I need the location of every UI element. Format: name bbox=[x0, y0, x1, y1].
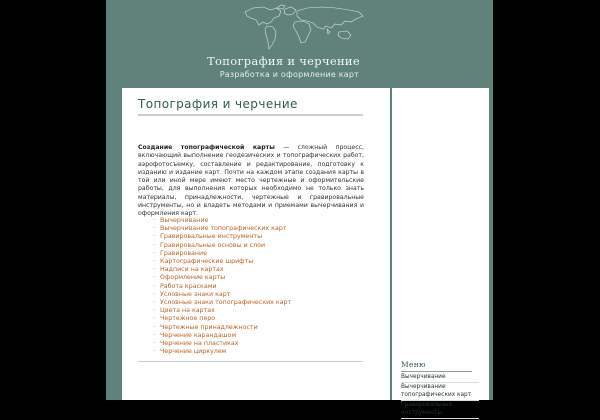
intro-bold: Создание топографической карты bbox=[138, 144, 275, 151]
site-tagline: Разработка и оформление карт bbox=[219, 70, 359, 79]
site-title[interactable]: Топография и черчение bbox=[207, 54, 360, 68]
list-item[interactable]: · Условные знаки топографических карт bbox=[160, 299, 291, 307]
main-content bbox=[122, 88, 390, 400]
intro-text: — сложный процесс, включающий выполнение геодезических и топографических работ, аэрофотосъемку, составление и редактирование, подготовку к изданию и издание карт. Почти на каждом этапе создания карты в той или иной мере имеют место чертежные и оформительские работы, для выполнения которых необходимо не только знать материалы, принадлежности, чертежные и гравировальные инструменты, но и владеть методами и приемами вычерчивания и оформления карт. bbox=[138, 144, 365, 218]
list-item[interactable]: · Надписи на картах bbox=[160, 266, 291, 274]
sidebar-item[interactable]: Вычерчивание bbox=[401, 374, 479, 383]
list-item[interactable]: · Картографические шрифты bbox=[160, 258, 291, 266]
list-item[interactable]: · Гравирование bbox=[160, 250, 291, 258]
sidebar-item[interactable]: Гравировальные инструменты bbox=[401, 402, 479, 419]
list-item[interactable]: · Вычерчивание bbox=[160, 217, 291, 225]
title-divider bbox=[138, 114, 363, 116]
site-header bbox=[106, 0, 493, 88]
list-item[interactable]: · Условные знаки карт bbox=[160, 291, 291, 299]
list-item[interactable]: · Гравировальные основы и слои bbox=[160, 242, 291, 250]
world-map-icon[interactable] bbox=[241, 2, 368, 52]
list-item[interactable]: · Чертежные принадлежности bbox=[160, 324, 291, 332]
list-item[interactable]: · Черчение на пластиках bbox=[160, 340, 291, 348]
list-item[interactable]: · Гравировальные инструменты bbox=[160, 233, 291, 241]
post-title[interactable]: Топография и черчение bbox=[138, 97, 298, 111]
list-item[interactable]: · Оформление карты bbox=[160, 274, 291, 282]
list-item[interactable]: · Работа красками bbox=[160, 283, 291, 291]
list-item[interactable]: · Цвета на картах bbox=[160, 307, 291, 315]
menu-divider bbox=[401, 371, 472, 372]
sidebar-item[interactable]: Вычерчивание топографических карт bbox=[401, 384, 479, 401]
list-item[interactable]: · Чертежное перо bbox=[160, 315, 291, 323]
list-item[interactable]: · Черчение карандашом bbox=[160, 332, 291, 340]
page-wrapper bbox=[106, 0, 493, 416]
sidebar-menu bbox=[401, 374, 479, 420]
post-links-list bbox=[160, 217, 291, 356]
list-item[interactable]: · Черчение циркулем bbox=[160, 348, 291, 356]
sidebar-menu-title: Меню bbox=[401, 360, 426, 369]
content-divider bbox=[138, 361, 363, 362]
list-item[interactable]: · Вычерчивание топографических карт bbox=[160, 225, 291, 233]
sidebar bbox=[392, 88, 489, 416]
post-body bbox=[138, 144, 364, 219]
